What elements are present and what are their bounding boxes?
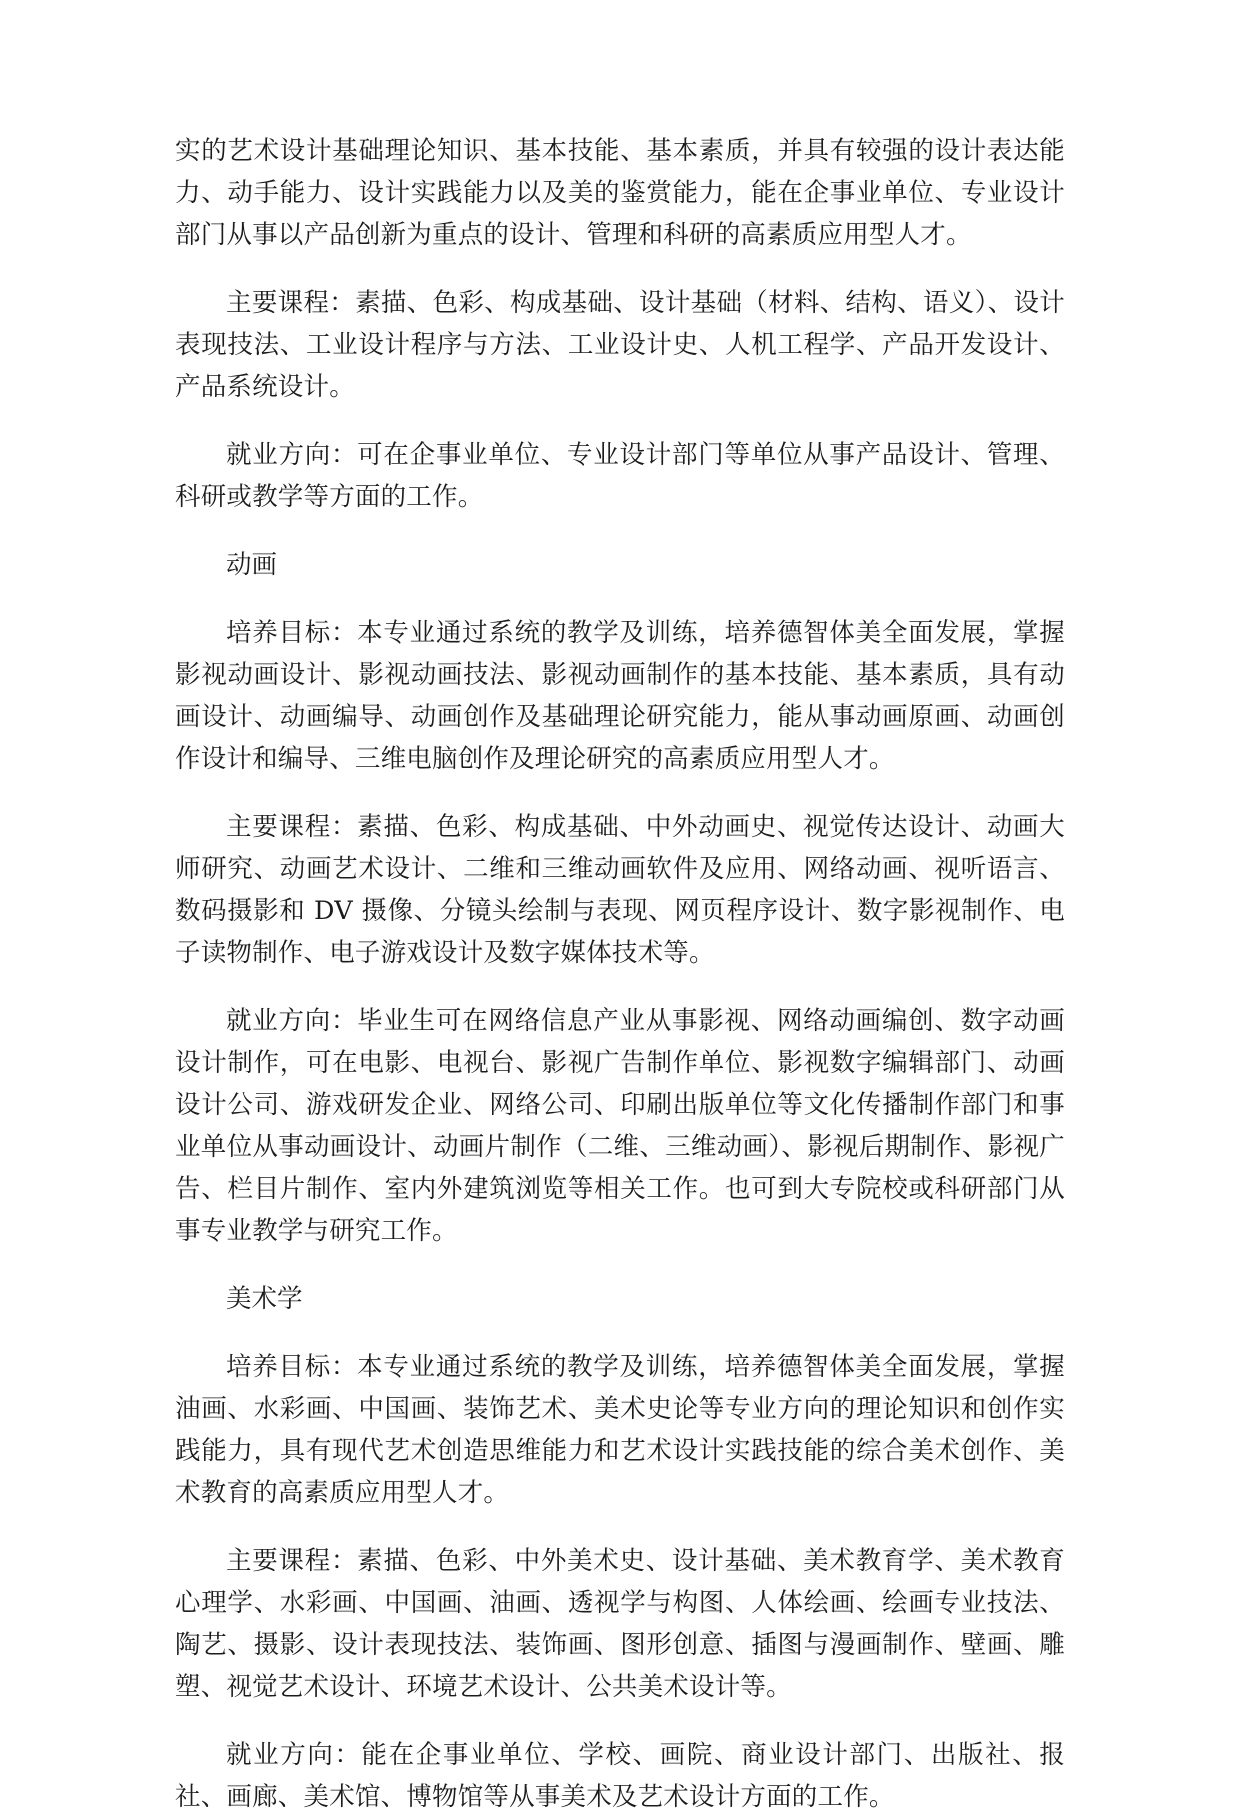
heading-animation-major: 动画 bbox=[226, 550, 278, 580]
paragraph-animation-courses: 主要课程：素描、色彩、构成基础、中外动画史、视觉传达设计、动画大师研究、动画艺术设计、二维和三维动画软件及应用、网络动画、视听语言、数码摄影和 DV 摄像、分镜头绘制与表现、网页程序设计、数字影视制作、电子读物制作、电子游戏设计及数字媒体技术等。 bbox=[175, 812, 1065, 968]
paragraph-animation-employment: 就业方向：毕业生可在网络信息产业从事影视、网络动画编创、数字动画设计制作，可在电影、电视台、影视广告制作单位、影视数字编辑部门、动画设计公司、游戏研发企业、网络公司、印刷出版单位等文化传播制作部门和事业单位从事动画设计、动画片制作（二维、三维动画）、影视后期制作、影视广告、栏目片制作、室内外建筑浏览等相关工作。也可到大专院校或科研部门从事专业教学与研究工作。 bbox=[175, 1006, 1065, 1246]
document-body bbox=[175, 130, 1065, 1818]
heading-fine-arts-major: 美术学 bbox=[226, 1284, 303, 1314]
paragraph-industrial-design-goal-continued: 实的艺术设计基础理论知识、基本技能、基本素质，并具有较强的设计表达能力、动手能力、设计实践能力以及美的鉴赏能力，能在企事业单位、专业设计部门从事以产品创新为重点的设计、管理和科研的高素质应用型人才。 bbox=[175, 136, 1065, 250]
paragraph-industrial-design-employment: 就业方向：可在企事业单位、专业设计部门等单位从事产品设计、管理、科研或教学等方面的工作。 bbox=[175, 440, 1065, 512]
paragraph-fine-arts-goal: 培养目标：本专业通过系统的教学及训练，培养德智体美全面发展，掌握油画、水彩画、中国画、装饰艺术、美术史论等专业方向的理论知识和创作实践能力，具有现代艺术创造思维能力和艺术设计实践技能的综合美术创作、美术教育的高素质应用型人才。 bbox=[175, 1352, 1065, 1508]
paragraph-industrial-design-courses: 主要课程：素描、色彩、构成基础、设计基础（材料、结构、语义）、设计表现技法、工业设计程序与方法、工业设计史、人机工程学、产品开发设计、产品系统设计。 bbox=[175, 288, 1065, 402]
paragraph-fine-arts-employment: 就业方向：能在企事业单位、学校、画院、商业设计部门、出版社、报社、画廊、美术馆、博物馆等从事美术及艺术设计方面的工作。 bbox=[175, 1740, 1065, 1812]
paragraph-fine-arts-courses: 主要课程：素描、色彩、中外美术史、设计基础、美术教育学、美术教育心理学、水彩画、中国画、油画、透视学与构图、人体绘画、绘画专业技法、陶艺、摄影、设计表现技法、装饰画、图形创意、插图与漫画制作、壁画、雕塑、视觉艺术设计、环境艺术设计、公共美术设计等。 bbox=[175, 1546, 1065, 1702]
paragraph-animation-goal: 培养目标：本专业通过系统的教学及训练，培养德智体美全面发展，掌握影视动画设计、影视动画技法、影视动画制作的基本技能、基本素质，具有动画设计、动画编导、动画创作及基础理论研究能力，能从事动画原画、动画创作设计和编导、三维电脑创作及理论研究的高素质应用型人才。 bbox=[175, 618, 1065, 774]
